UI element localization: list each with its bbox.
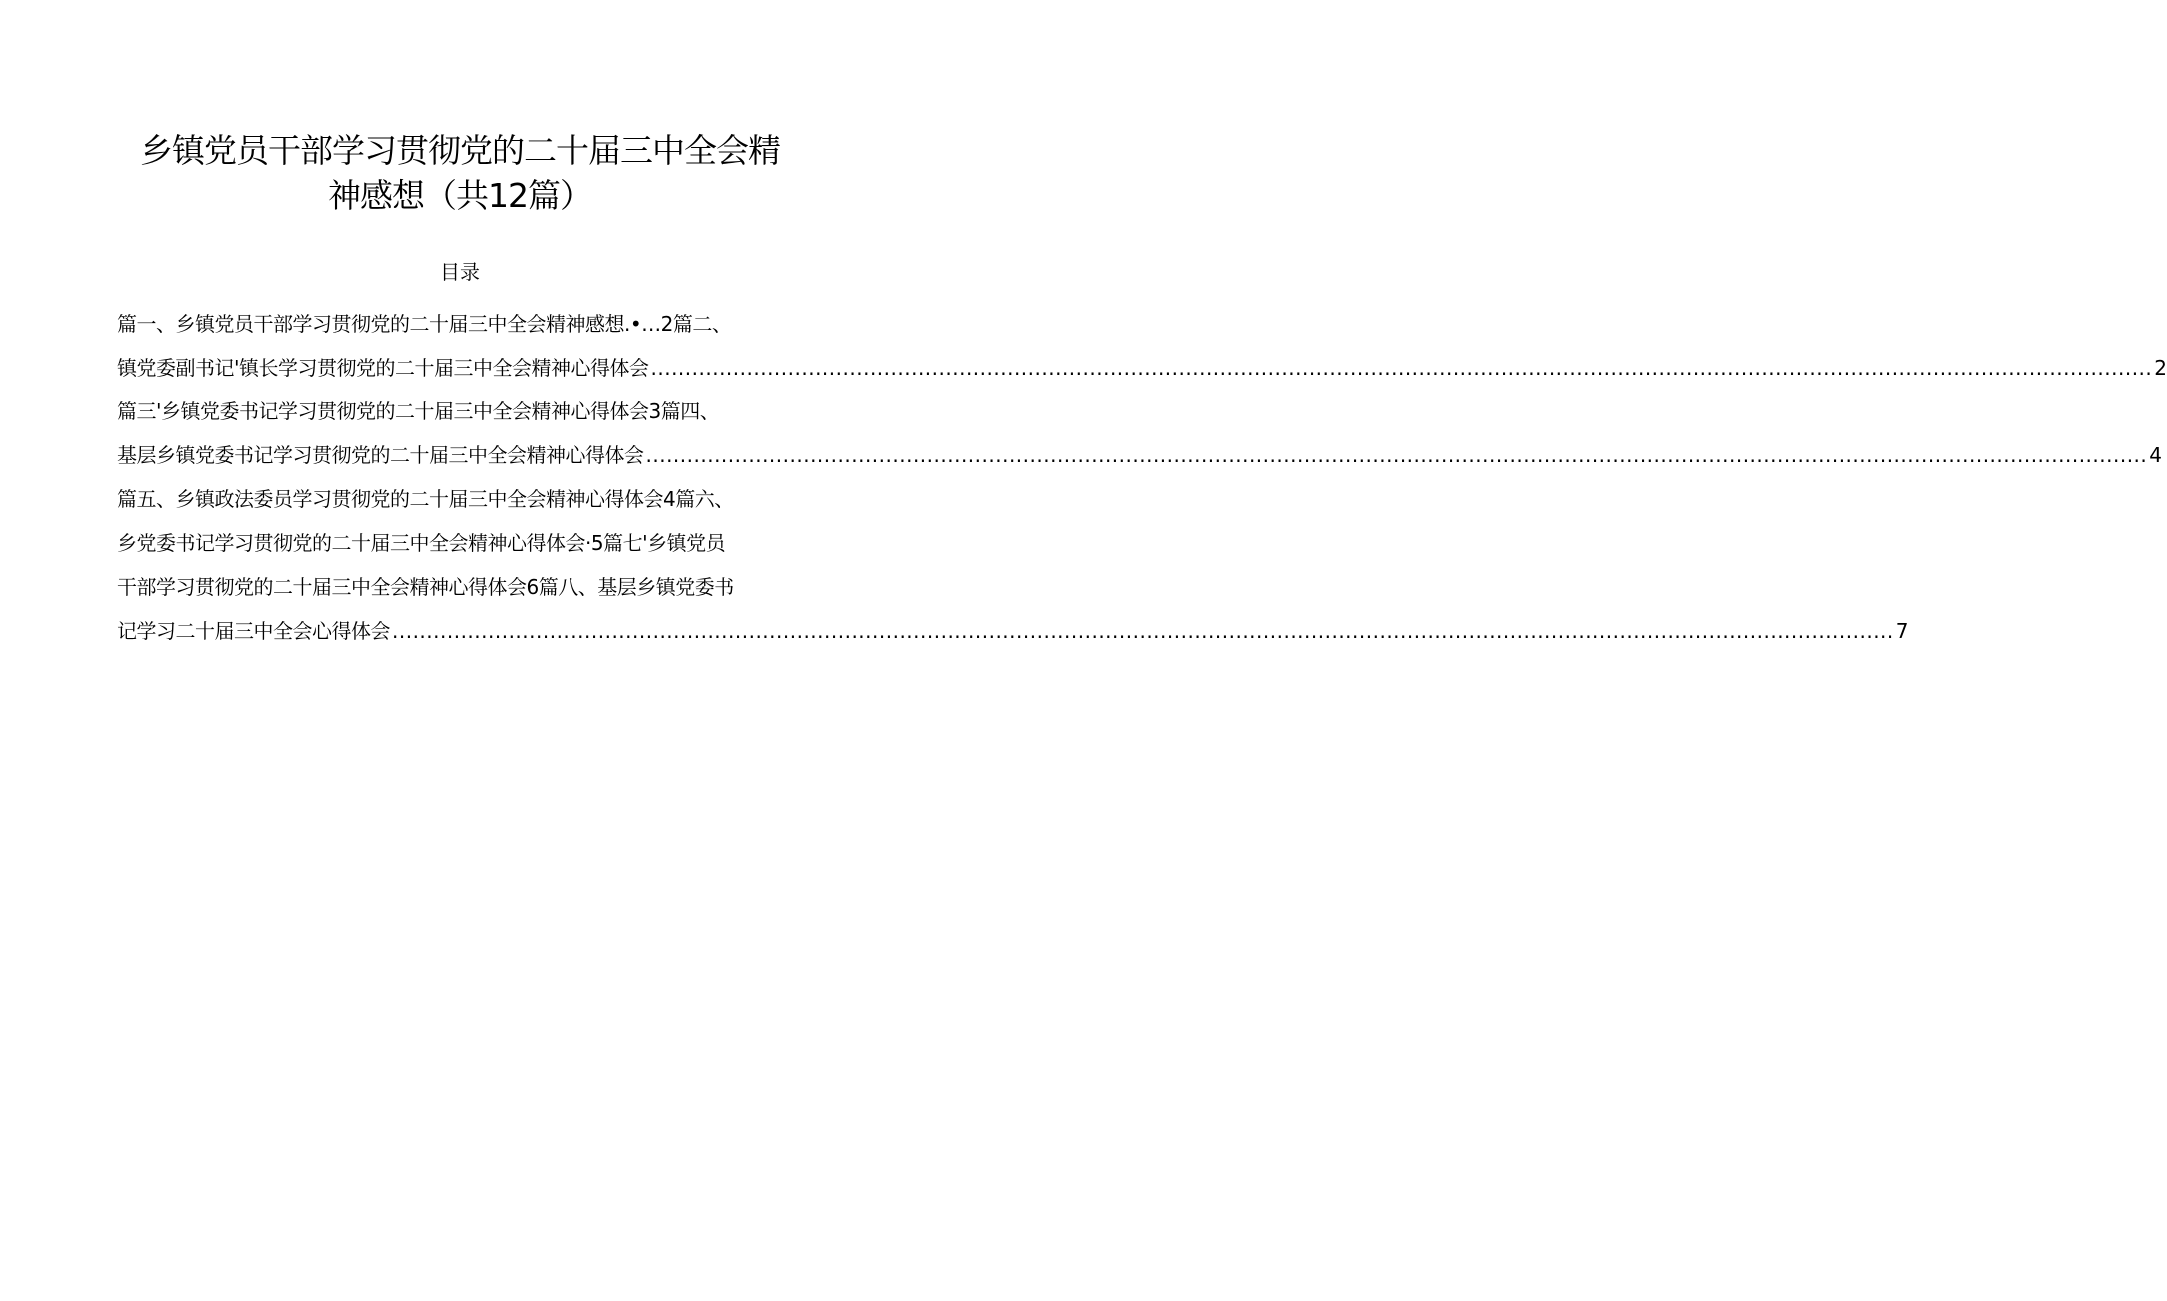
dot-leader: ........................................................................................................................................................................................................................... bbox=[392, 619, 1894, 643]
toc-line-4 bbox=[117, 440, 2162, 470]
toc-line-text: 基层乡镇党委书记学习贯彻党的二十届三中全会精神心得体会 bbox=[117, 443, 644, 467]
toc-page-number: 7 bbox=[1895, 619, 1909, 643]
toc-line-2 bbox=[117, 353, 2167, 383]
document-title-line-2: 神感想（共12篇） bbox=[328, 176, 592, 215]
toc-line-text: 乡党委书记学习贯彻党的二十届三中全会精神心得体会·5篇七'乡镇党员 bbox=[117, 531, 726, 555]
toc-line-6 bbox=[117, 528, 837, 558]
toc-line-text: 记学习二十届三中全会心得体会 bbox=[117, 619, 390, 643]
dot-leader: ........................................................................................................................................................................................................................... bbox=[650, 356, 2153, 380]
toc-line-1 bbox=[117, 309, 837, 339]
toc-line-8 bbox=[117, 616, 1909, 646]
toc-line-5 bbox=[117, 484, 837, 514]
toc-heading: 目录 bbox=[440, 260, 480, 284]
toc-line-text: 篇五、乡镇政法委员学习贯彻党的二十届三中全会精神心得体会4篇六、 bbox=[117, 487, 734, 511]
toc-line-text: 镇党委副书记'镇长学习贯彻党的二十届三中全会精神心得体会 bbox=[117, 356, 649, 380]
toc-line-3 bbox=[117, 396, 837, 426]
toc-page-number: 4 bbox=[2149, 443, 2162, 467]
document-title-line-1: 乡镇党员干部学习贯彻党的二十届三中全会精 bbox=[140, 131, 780, 170]
toc-page-number: 2 bbox=[2154, 356, 2167, 380]
dot-leader: ........................................................................................................................................................................................................................... bbox=[645, 443, 2148, 467]
toc-line-text: 干部学习贯彻党的二十届三中全会精神心得体会6篇八、基层乡镇党委书 bbox=[117, 575, 734, 599]
toc-line-text: 篇一、乡镇党员干部学习贯彻党的二十届三中全会精神感想.•…2篇二、 bbox=[117, 312, 732, 336]
toc-line-text: 篇三'乡镇党委书记学习贯彻党的二十届三中全会精神心得体会3篇四、 bbox=[117, 399, 720, 423]
toc-line-7 bbox=[117, 572, 837, 602]
